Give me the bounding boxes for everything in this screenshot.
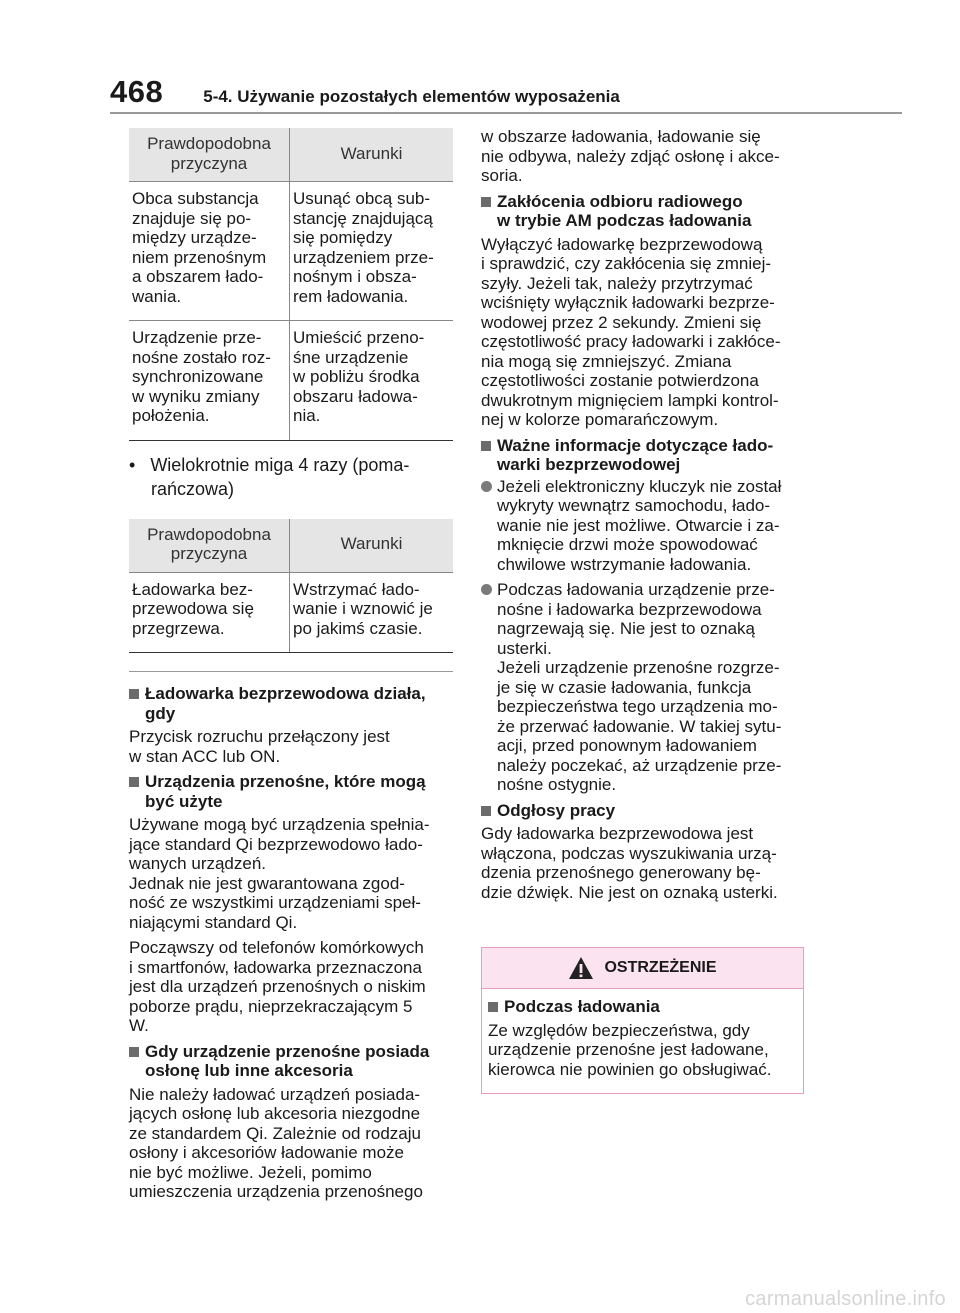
table-cell-condition: Umieścić przeno- śne urządzenie w pobliżu środka obszaru ładowa- nia. <box>290 321 454 441</box>
square-bullet-icon <box>481 197 491 207</box>
list-item <box>481 477 804 575</box>
paragraph: Począwszy od telefonów komórkowych i smartfonów, ładowarka przeznaczona jest dla urządzeń przenośnych o niskim poborze prądu, nieprzekraczającym 5 W. <box>129 938 426 1035</box>
square-bullet-icon <box>488 1002 498 1012</box>
blink-note <box>129 453 453 501</box>
heading-text: Ładowarka bezprzewodowa działa, gdy <box>145 684 426 723</box>
round-bullet-icon <box>481 481 492 492</box>
table-cell-cause: Ładowarka bez- przewodowa się przegrzewa. <box>129 572 290 653</box>
list-item-text: Jeżeli elektroniczny kluczyk nie został wykryty wewnątrz samochodu, łado- wanie nie jest możliwe. Otwarcie i za- mknięcie drzwi może spowodować chwilowe wstrzymanie ładowania. <box>497 476 782 574</box>
section-heading <box>129 1042 453 1081</box>
heading-text: Urządzenia przenośne, które mogą być użyte <box>145 772 426 811</box>
table-row <box>129 572 453 653</box>
page-number: 468 <box>110 74 164 109</box>
warning-heading <box>488 997 797 1017</box>
warning-triangle-icon <box>568 956 594 980</box>
warning-title: OSTRZEŻENIE <box>604 959 717 976</box>
section-heading <box>481 801 804 821</box>
bullet-dot-icon: • <box>129 454 151 475</box>
section-heading <box>481 436 804 475</box>
table-cell-cause: Urządzenie prze- nośne zostało roz- synchronizowane w wyniku zmiany położenia. <box>129 321 290 441</box>
square-bullet-icon <box>481 441 491 451</box>
table-cell-condition: Usunąć obcą sub- stancję znajdującą się pomiędzy urządzeniem prze- nośnym i obsza- rem ładowania. <box>290 182 454 321</box>
square-bullet-icon <box>129 689 139 699</box>
paragraph: w obszarze ładowania, ładowanie się nie odbywa, należy zdjąć osłonę i akce- soria. <box>481 127 780 185</box>
paragraph: Przycisk rozruchu przełączony jest w stan ACC lub ON. <box>129 727 390 766</box>
header-divider <box>110 112 902 114</box>
warning-header <box>482 948 803 989</box>
list-item-text: Podczas ładowania urządzenie prze- nośne i ładowarka bezprzewodowa nagrzewają się. Nie jest to oznaką usterki. Jeżeli urządzenie przenośne rozgrze- je się w czasie ładowania, funkcja bezpieczeństwa tego urządzenia mo- że przerwać ładowanie. W takiej sytu- acji, przed ponownym ładowaniem należy poczekać, aż urządzenie prze- nośne ostygnie. <box>497 580 782 794</box>
cause-table-1 <box>129 128 453 441</box>
paragraph: Używane mogą być urządzenia spełnia- jące standard Qi bezprzewodowo łado- wanych urządzeń. Jednak nie jest gwarantowana zgod- ność ze wszystkimi urządzeniami speł- niającymi standard Qi. <box>129 815 430 932</box>
left-column <box>129 128 453 1208</box>
warning-box <box>481 947 804 1094</box>
table-cell-cause: Obca substancja znajduje się po- między urządze- niem przenośnym a obszarem łado- wania. <box>129 182 290 321</box>
watermark: carmanualsonline.info <box>745 1288 946 1310</box>
section-heading <box>481 192 804 231</box>
section-heading <box>129 684 453 723</box>
warning-text: Ze względów bezpieczeństwa, gdy urządzenie przenośne jest ładowane, kierowca nie powinien go obsługiwać. <box>488 1020 772 1079</box>
table-cell-condition: Wstrzymać łado- wanie i wznowić je po jakimś czasie. <box>290 572 454 653</box>
section-divider <box>129 671 453 672</box>
table1-header-cause: Prawdopodobna przyczyna <box>129 128 290 182</box>
paragraph: Wyłączyć ładowarkę bezprzewodową i sprawdzić, czy zakłócenia się zmniej- szyły. Jeżeli tak, należy przytrzymać wciśnięty wyłącznik ładowarki bezprze- wodowej przez 2 sekundy. Zmieni się częstotliwość pracy ładowarki i zakłóce- nia mogą się zmniejszyć. Zmiana częstotliwości zostanie potwierdzona dwukrotnym mignięciem lampki kontrol- nej w kolorze pomarańczowym. <box>481 234 781 429</box>
section-heading <box>129 772 453 811</box>
blink-note-line1: Wielokrotnie miga 4 razy (poma- <box>150 454 410 475</box>
heading-text: Zakłócenia odbioru radiowego w trybie AM podczas ładowania <box>497 191 752 230</box>
table2-header-cause: Prawdopodobna przyczyna <box>129 519 290 573</box>
table2-header-conditions: Warunki <box>290 519 454 573</box>
heading-text: Podczas ładowania <box>504 997 660 1016</box>
heading-text: Ważne informacje dotyczące łado- warki bezprzewodowej <box>497 435 774 474</box>
square-bullet-icon <box>129 777 139 787</box>
right-column <box>481 127 804 908</box>
heading-text: Odgłosy pracy <box>497 800 616 820</box>
section-title: 5-4. Używanie pozostałych elementów wyposażenia <box>203 87 620 106</box>
warning-body <box>482 989 803 1079</box>
page-header <box>110 74 620 110</box>
round-bullet-icon <box>481 584 492 595</box>
list-item <box>481 580 804 795</box>
table1-header-conditions: Warunki <box>290 128 454 182</box>
table-row <box>129 321 453 441</box>
square-bullet-icon <box>129 1047 139 1057</box>
blink-note-line2: rańczowa) <box>151 478 235 499</box>
cause-table-2 <box>129 519 453 654</box>
square-bullet-icon <box>481 806 491 816</box>
paragraph: Gdy ładowarka bezprzewodowa jest włączona, podczas wyszukiwania urzą- dzenia przenośnego generowany bę- dzie dźwięk. Nie jest on oznaką usterki. <box>481 824 778 902</box>
heading-text: Gdy urządzenie przenośne posiada osłonę lub inne akcesoria <box>145 1041 430 1080</box>
table-row <box>129 182 453 321</box>
paragraph: Nie należy ładować urządzeń posiada- jących osłonę lub akcesoria niezgodne ze standardem Qi. Zależnie od rodzaju osłony i akcesoriów ładowanie może nie być możliwe. Jeżeli, pomimo umieszczenia urządzenia przenośnego <box>129 1084 423 1201</box>
